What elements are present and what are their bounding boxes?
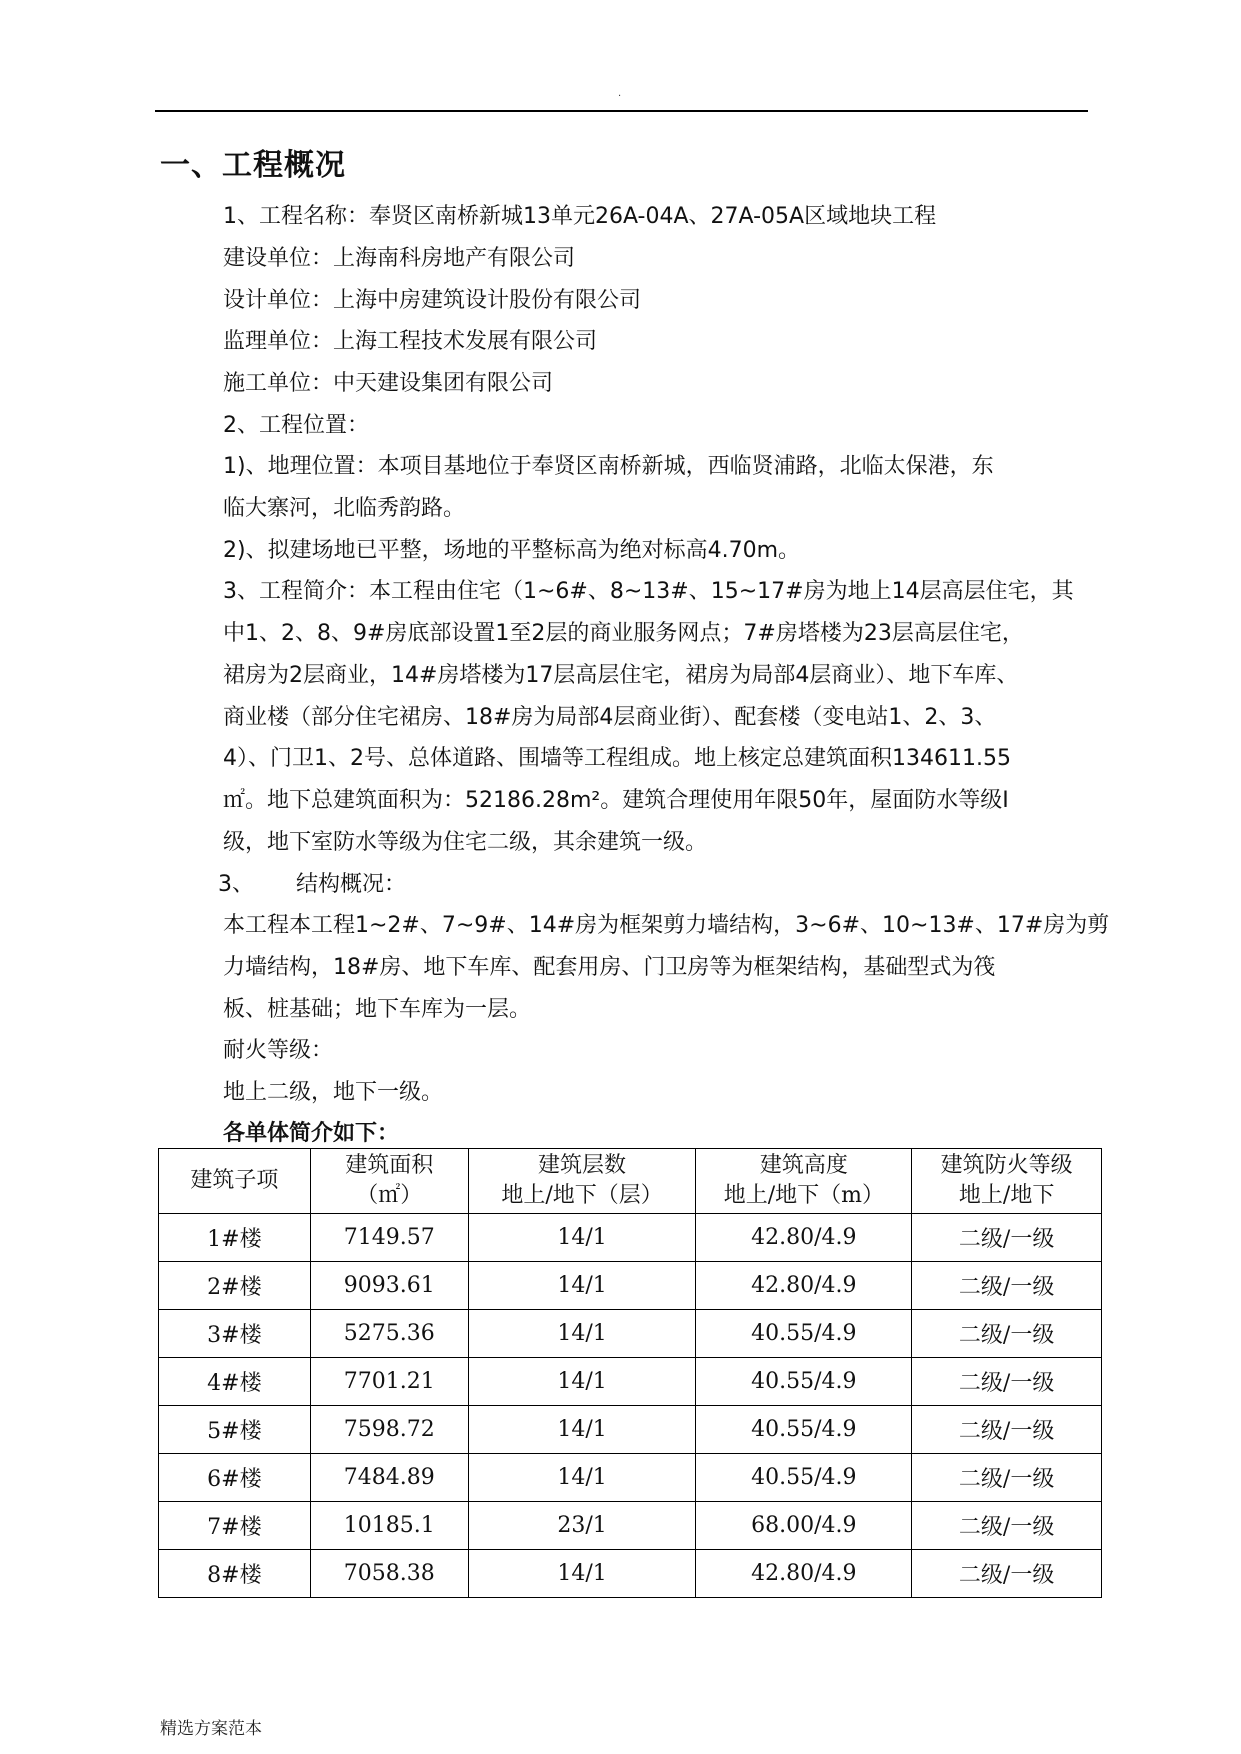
cell-fire-rating: 二级/一级 <box>912 1214 1102 1262</box>
header-mark: . <box>618 88 622 99</box>
overview-line-1: 3、工程简介：本工程由住宅（1~6#、8~13#、15~17#房为地上14层高层住宅，其 <box>223 579 1074 604</box>
overview-line-6: ㎡。地下总建筑面积为：52186.28m²。建筑合理使用年限50年，屋面防水等级I <box>223 788 1009 813</box>
cell-area: 7484.89 <box>310 1454 468 1502</box>
contractor-line: 施工单位：中天建设集团有限公司 <box>223 371 554 396</box>
fire-rating-line: 地上二级，地下一级。 <box>223 1080 444 1105</box>
table-header-row <box>159 1149 1102 1214</box>
overview-line-7: 级，地下室防水等级为住宅二级，其余建筑一级。 <box>223 830 708 855</box>
cell-fire-rating: 二级/一级 <box>912 1262 1102 1310</box>
cell-floors: 14/1 <box>468 1550 696 1598</box>
cell-fire-rating: 二级/一级 <box>912 1550 1102 1598</box>
overview-line-5: 4）、门卫1、2号、总体道路、围墙等工程组成。地上核定总建筑面积134611.55 <box>223 746 1011 771</box>
overview-line-2: 中1、2、8、9#房底部设置1至2层的商业服务网点；7#房塔楼为23层高层住宅， <box>223 621 1024 646</box>
page-footer: 精选方案范本 <box>160 1719 262 1739</box>
geo-location-line-2: 临大寨河，北临秀韵路。 <box>223 496 466 521</box>
cell-area: 5275.36 <box>310 1310 468 1358</box>
cell-height: 68.00/4.9 <box>696 1502 912 1550</box>
building-units-table <box>158 1148 1102 1598</box>
cell-height: 40.55/4.9 <box>696 1310 912 1358</box>
cell-fire-rating: 二级/一级 <box>912 1310 1102 1358</box>
cell-floors: 14/1 <box>468 1358 696 1406</box>
structure-line-1: 本工程本工程1~2#、7~9#、14#房为框架剪力墙结构，3~6#、10~13#、17#房为剪 <box>223 913 1110 938</box>
cell-fire-rating: 二级/一级 <box>912 1358 1102 1406</box>
cell-fire-rating: 二级/一级 <box>912 1502 1102 1550</box>
cell-height: 42.80/4.9 <box>696 1262 912 1310</box>
designer-line: 设计单位：上海中房建筑设计股份有限公司 <box>223 288 642 313</box>
location-heading: 2、工程位置： <box>223 413 369 438</box>
section-title: 一、工程概况 <box>160 148 346 183</box>
cell-building: 2#楼 <box>159 1262 311 1310</box>
cell-area: 7149.57 <box>310 1214 468 1262</box>
overview-line-3: 裙房为2层商业，14#房塔楼为17层高层住宅，裙房为局部4层商业）、地下车库、 <box>223 663 1019 688</box>
cell-fire-rating: 二级/一级 <box>912 1406 1102 1454</box>
cell-building: 3#楼 <box>159 1310 311 1358</box>
header-height: 建筑高度 地上/地下（m） <box>696 1149 912 1214</box>
cell-building: 6#楼 <box>159 1454 311 1502</box>
cell-floors: 14/1 <box>468 1214 696 1262</box>
cell-building: 1#楼 <box>159 1214 311 1262</box>
cell-floors: 14/1 <box>468 1406 696 1454</box>
header-rule <box>155 110 1088 112</box>
cell-building: 7#楼 <box>159 1502 311 1550</box>
structure-heading: 3、 结构概况： <box>218 872 406 897</box>
site-level-line: 2)、拟建场地已平整，场地的平整标高为绝对标高4.70m。 <box>223 538 800 563</box>
cell-area: 9093.61 <box>310 1262 468 1310</box>
header-fire-rating: 建筑防火等级 地上/地下 <box>912 1149 1102 1214</box>
cell-building: 8#楼 <box>159 1550 311 1598</box>
cell-height: 42.80/4.9 <box>696 1550 912 1598</box>
table-row <box>159 1358 1102 1406</box>
table-caption: 各单体简介如下： <box>223 1121 400 1146</box>
cell-building: 4#楼 <box>159 1358 311 1406</box>
table-row <box>159 1214 1102 1262</box>
cell-area: 7598.72 <box>310 1406 468 1454</box>
cell-area: 7058.38 <box>310 1550 468 1598</box>
table-row <box>159 1550 1102 1598</box>
fire-rating-heading: 耐火等级： <box>223 1038 334 1063</box>
header-floors: 建筑层数 地上/地下（层） <box>468 1149 696 1214</box>
cell-area: 10185.1 <box>310 1502 468 1550</box>
builder-line: 建设单位：上海南科房地产有限公司 <box>223 246 576 271</box>
cell-floors: 14/1 <box>468 1262 696 1310</box>
table-row <box>159 1406 1102 1454</box>
header-building: 建筑子项 <box>159 1149 311 1214</box>
cell-fire-rating: 二级/一级 <box>912 1454 1102 1502</box>
structure-line-3: 板、桩基础；地下车库为一层。 <box>223 997 532 1022</box>
structure-line-2: 力墙结构，18#房、地下车库、配套用房、门卫房等为框架结构，基础型式为筏 <box>223 955 996 980</box>
table-row <box>159 1262 1102 1310</box>
cell-area: 7701.21 <box>310 1358 468 1406</box>
project-name-line: 1、工程名称：奉贤区南桥新城13单元26A-04A、27A-05A区域地块工程 <box>223 204 937 229</box>
cell-floors: 14/1 <box>468 1454 696 1502</box>
overview-line-4: 商业楼（部分住宅裙房、18#房为局部4层商业街）、配套楼（变电站1、2、3、 <box>223 705 997 730</box>
cell-height: 40.55/4.9 <box>696 1406 912 1454</box>
geo-location-line-1: 1)、地理位置：本项目基地位于奉贤区南桥新城，西临贤浦路，北临太保港，东 <box>223 454 994 479</box>
table-row <box>159 1310 1102 1358</box>
cell-floors: 14/1 <box>468 1310 696 1358</box>
cell-floors: 23/1 <box>468 1502 696 1550</box>
cell-height: 40.55/4.9 <box>696 1358 912 1406</box>
table-row <box>159 1454 1102 1502</box>
header-area: 建筑面积 （㎡） <box>310 1149 468 1214</box>
cell-height: 42.80/4.9 <box>696 1214 912 1262</box>
cell-building: 5#楼 <box>159 1406 311 1454</box>
table-row <box>159 1502 1102 1550</box>
cell-height: 40.55/4.9 <box>696 1454 912 1502</box>
supervisor-line: 监理单位：上海工程技术发展有限公司 <box>223 329 598 354</box>
